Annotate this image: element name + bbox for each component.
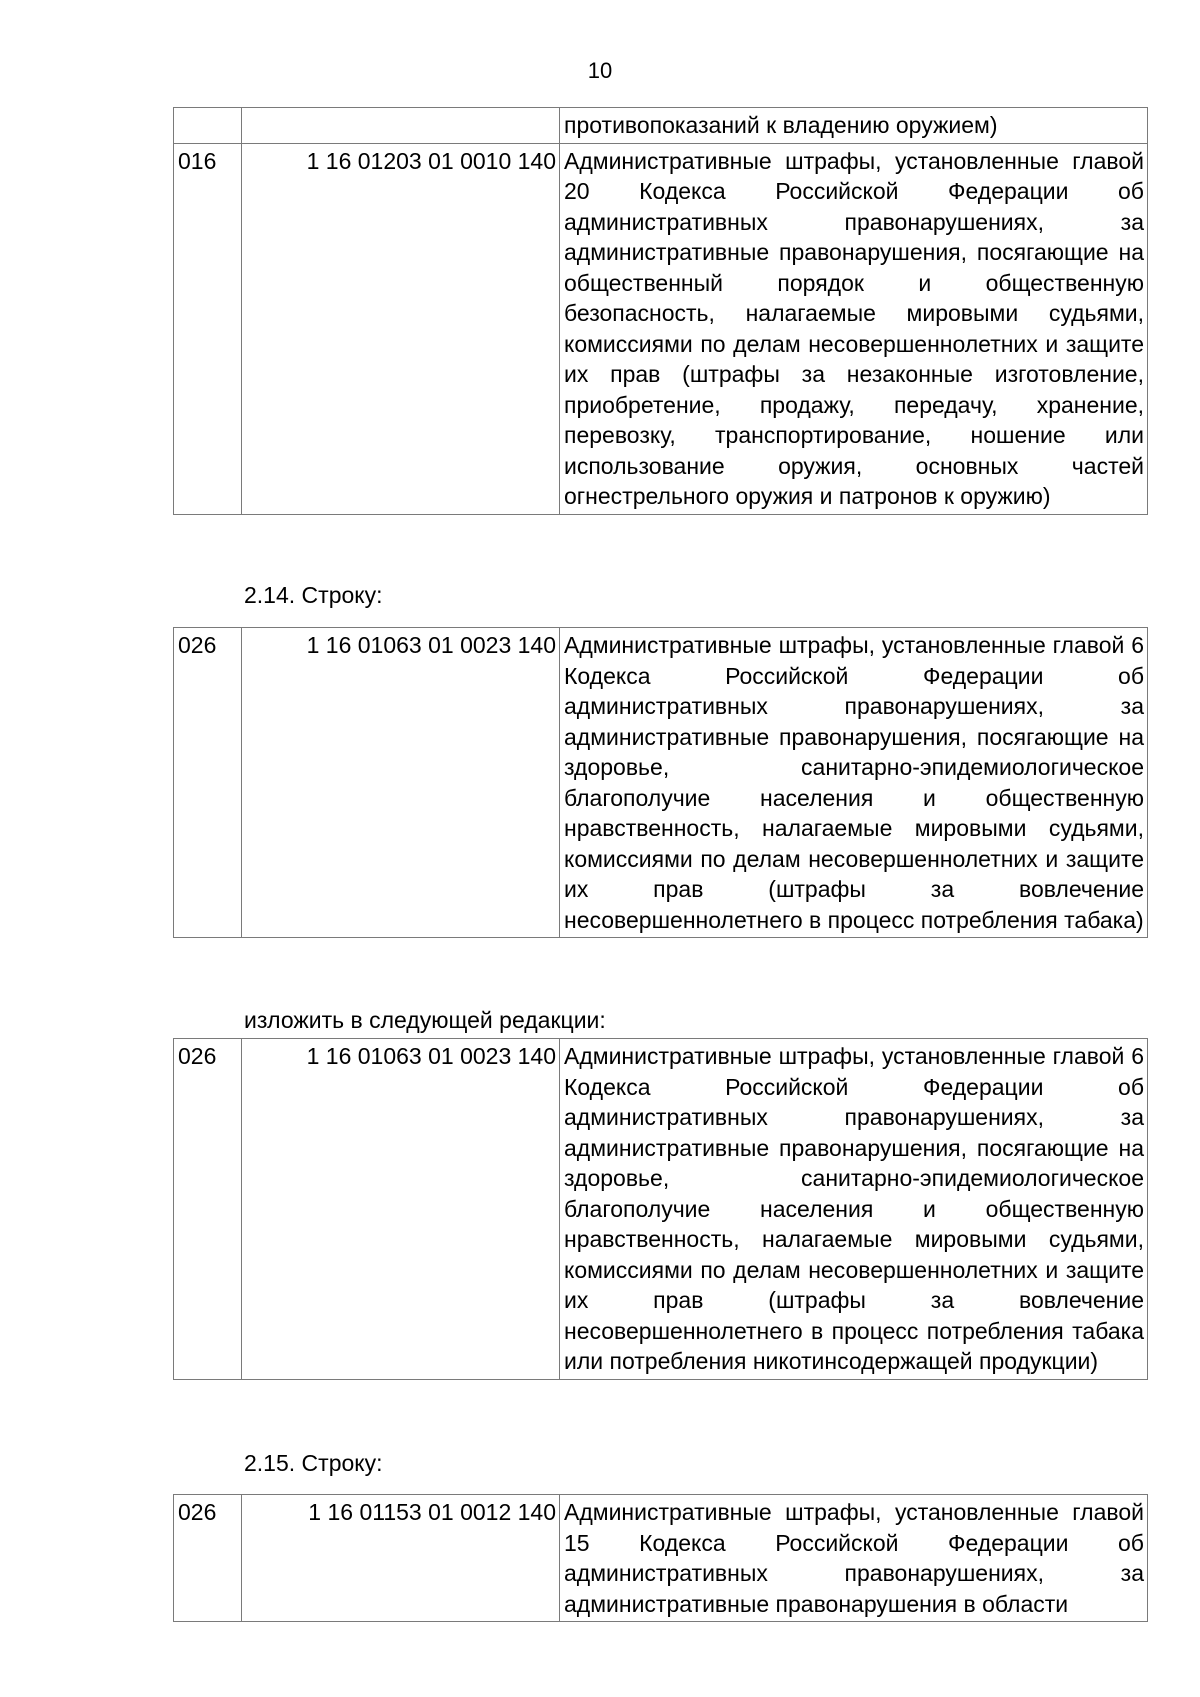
table-row <box>174 628 1148 938</box>
admin-code-cell: 026 <box>174 628 242 938</box>
income-name-cell: Административные штрафы, установленные главой 6 Кодекса Российской Федерации об административных правонарушениях, за административные правонарушения, посягающие на здоровье, санитарно-эпидемиологическое благополучие населения и общественную нравственность, налагаемые мировыми судьями, комиссиями по делам несовершеннолетних и защите их прав (штрафы за вовлечение несовершеннолетнего в процесс потребления табака) <box>560 628 1148 938</box>
page-number: 10 <box>587 58 613 83</box>
income-name-cell: Административные штрафы, установленные главой 15 Кодекса Российской Федерации об административных правонарушениях, за административные правонарушения в области <box>560 1495 1148 1622</box>
code-table-continuation <box>173 107 1148 515</box>
table-row <box>174 143 1148 514</box>
income-name-cell: Административные штрафы, установленные главой 6 Кодекса Российской Федерации об административных правонарушениях, за административные правонарушения, посягающие на здоровье, санитарно-эпидемиологическое благополучие населения и общественную нравственность, налагаемые мировыми судьями, комиссиями по делам несовершеннолетних и защите их прав (штрафы за вовлечение несовершеннолетнего в процесс потребления табака или потребления никотинсодержащей продукции) <box>560 1039 1148 1380</box>
table-row <box>174 1495 1148 1622</box>
code-table-old-line <box>173 627 1148 938</box>
clause-heading-2-14: 2.14. Строку: <box>244 582 383 608</box>
budget-code-cell: 1 16 01063 01 0023 140 <box>242 1039 560 1380</box>
budget-code-cell: 1 16 01063 01 0023 140 <box>242 628 560 938</box>
income-name-cell: Административные штрафы, установленные главой 20 Кодекса Российской Федерации об административных правонарушениях, за административные правонарушения, посягающие на общественный порядок и общественную безопасность, налагаемые мировыми судьями, комиссиями по делам несовершеннолетних и защите их прав (штрафы за незаконные изготовление, приобретение, продажу, передачу, хранение, перевозку, транспортирование, ношение или использование оружия, основных частей огнестрельного оружия и патронов к оружию) <box>560 143 1148 514</box>
admin-code-cell <box>174 108 242 144</box>
budget-code-cell <box>242 108 560 144</box>
clause-heading-2-15: 2.15. Строку: <box>244 1450 383 1476</box>
budget-code-cell: 1 16 01153 01 0012 140 <box>242 1495 560 1622</box>
admin-code-cell: 026 <box>174 1495 242 1622</box>
table-row <box>174 1039 1148 1380</box>
budget-code-cell: 1 16 01203 01 0010 140 <box>242 143 560 514</box>
income-name-cell: противопоказаний к владению оружием) <box>560 108 1148 144</box>
amendment-intro-text: изложить в следующей редакции: <box>244 1007 606 1033</box>
admin-code-cell: 026 <box>174 1039 242 1380</box>
code-table-2-15 <box>173 1494 1148 1622</box>
code-table-new-line <box>173 1038 1148 1380</box>
admin-code-cell: 016 <box>174 143 242 514</box>
table-row <box>174 108 1148 144</box>
